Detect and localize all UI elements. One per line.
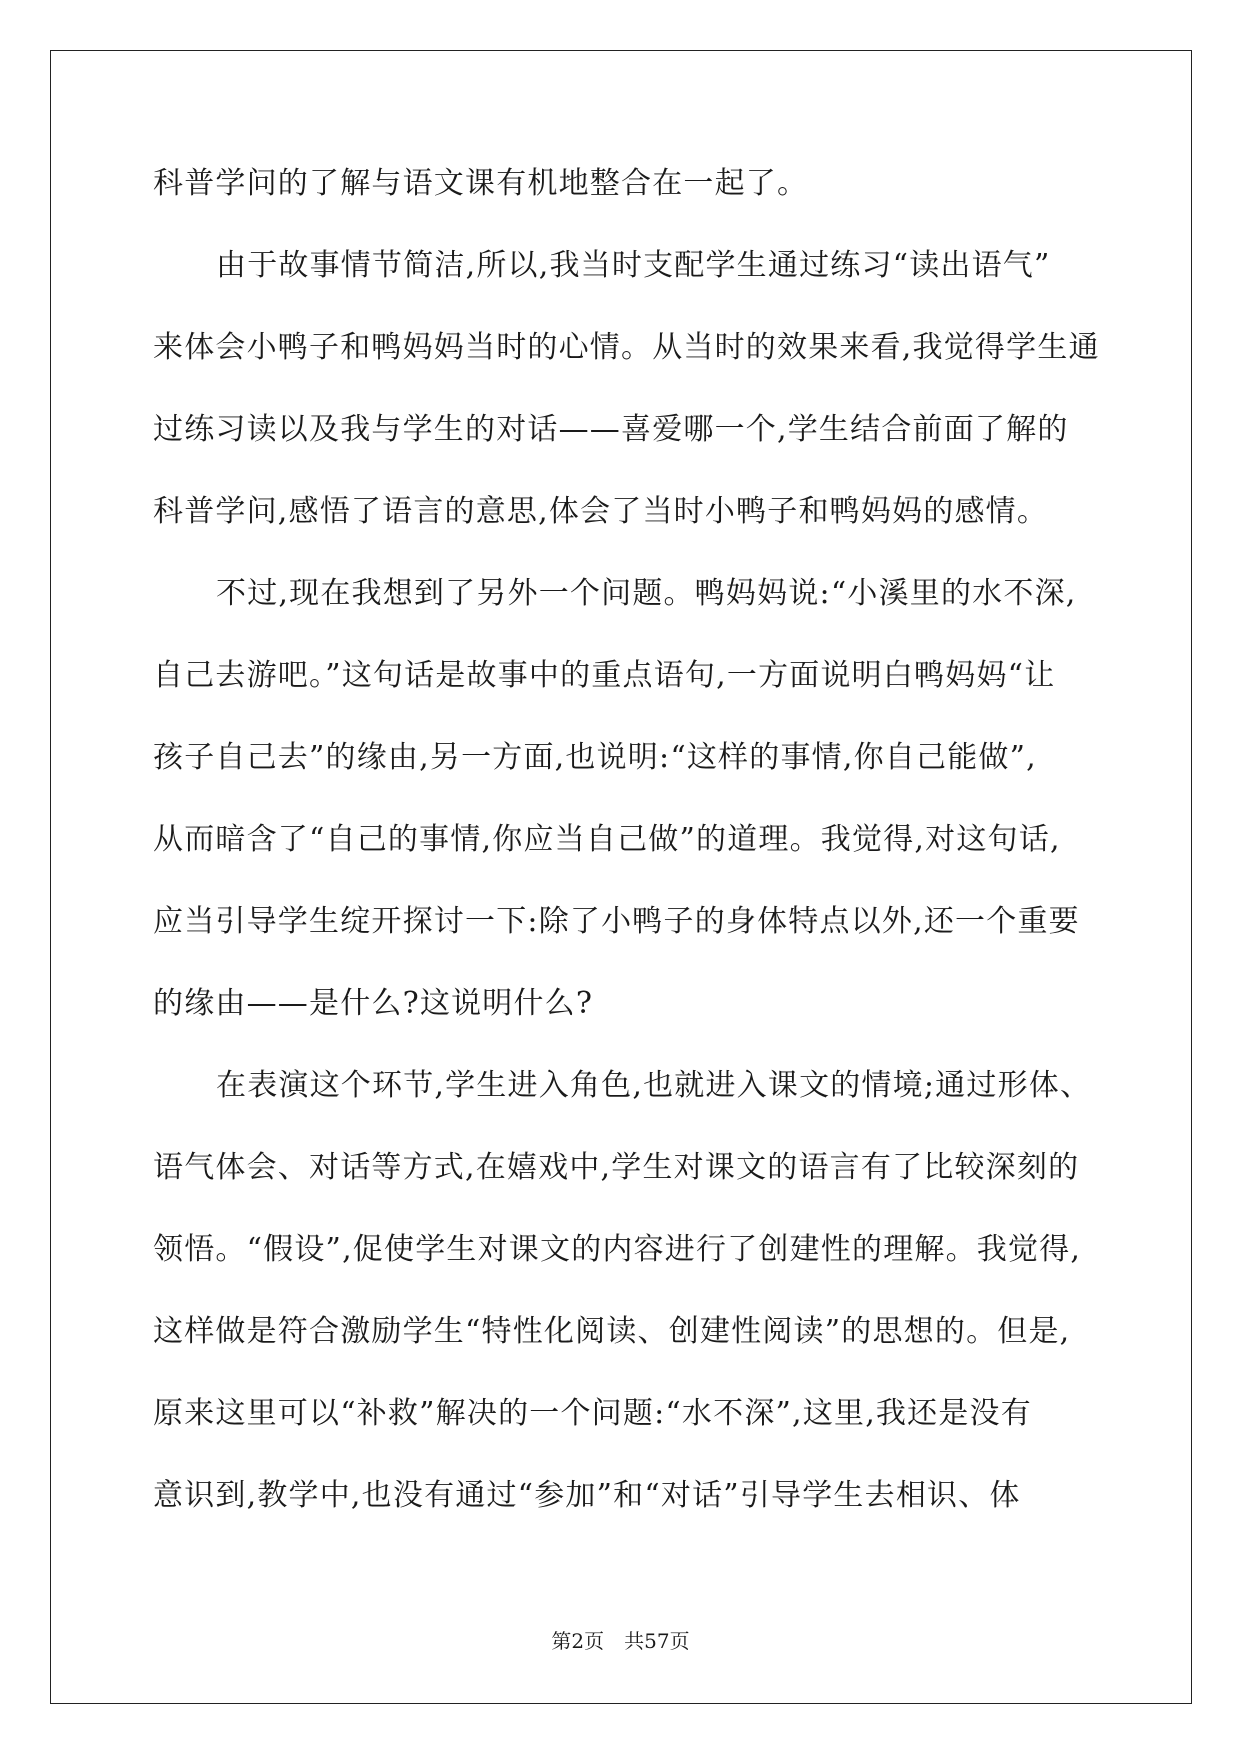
page-number-footer: 第2页 共57页 bbox=[551, 1629, 690, 1653]
text-line: 自己去游吧。”这句话是故事中的重点语句,一方面说明白鸭妈妈“让 bbox=[153, 658, 1056, 693]
text-line: 科普学问的了解与语文课有机地整合在一起了。 bbox=[153, 166, 809, 201]
text-line: 由于故事情节简洁,所以,我当时支配学生通过练习“读出语气” bbox=[216, 248, 1051, 283]
text-line: 语气体会、对话等方式,在嬉戏中,学生对课文的语言有了比较深刻的 bbox=[153, 1150, 1080, 1185]
text-line: 原来这里可以“补救”解决的一个问题:“水不深”,这里,我还是没有 bbox=[153, 1396, 1032, 1431]
text-line: 孩子自己去”的缘由,另一方面,也说明:“这样的事情,你自己能做”, bbox=[153, 740, 1037, 775]
text-line: 从而暗含了“自己的事情,你应当自己做”的道理。我觉得,对这句话, bbox=[153, 822, 1061, 857]
text-line: 在表演这个环节,学生进入角色,也就进入课文的情境;通过形体、 bbox=[216, 1068, 1092, 1103]
text-line: 意识到,教学中,也没有通过“参加”和“对话”引导学生去相识、体 bbox=[153, 1478, 1021, 1513]
text-line: 这样做是符合激励学生“特性化阅读、创建性阅读”的思想的。但是, bbox=[153, 1314, 1071, 1349]
text-line: 领悟。“假设”,促使学生对课文的内容进行了创建性的理解。我觉得, bbox=[153, 1232, 1082, 1267]
text-line: 不过,现在我想到了另外一个问题。鸭妈妈说:“小溪里的水不深, bbox=[216, 576, 1077, 611]
text-line: 应当引导学生绽开探讨一下:除了小鸭子的身体特点以外,还一个重要 bbox=[153, 904, 1080, 939]
text-line: 的缘由——是什么?这说明什么? bbox=[153, 986, 594, 1021]
text-line: 来体会小鸭子和鸭妈妈当时的心情。从当时的效果来看,我觉得学生通 bbox=[153, 330, 1100, 365]
text-line: 科普学问,感悟了语言的意思,体会了当时小鸭子和鸭妈妈的感情。 bbox=[153, 494, 1049, 529]
text-line: 过练习读以及我与学生的对话——喜爱哪一个,学生结合前面了解的 bbox=[153, 412, 1069, 447]
document-body bbox=[153, 162, 1100, 1556]
